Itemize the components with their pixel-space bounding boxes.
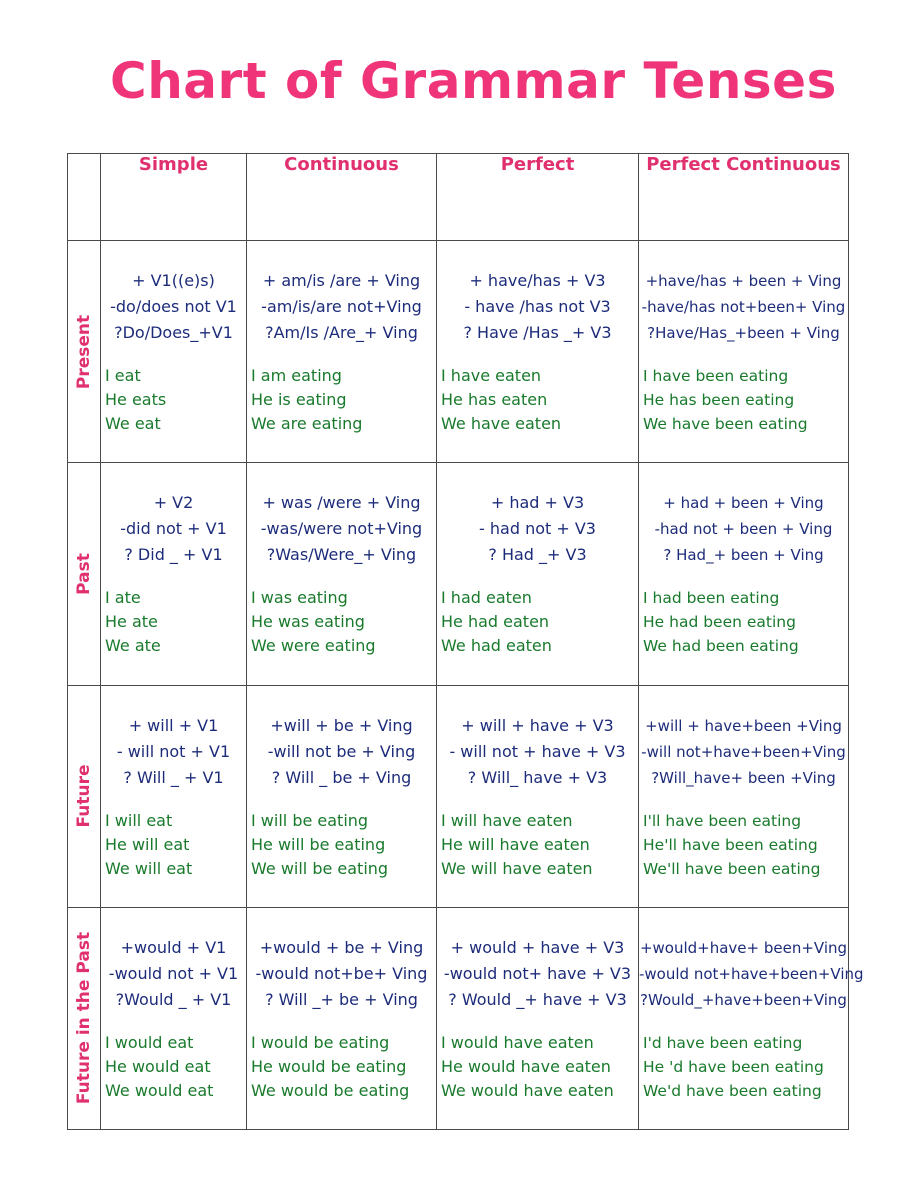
cell-past-continuous: [247, 463, 437, 685]
example-he: He has eaten: [441, 390, 548, 409]
example-we: We ate: [105, 636, 161, 656]
formula-question: ? Will _ be + Ving: [271, 767, 412, 787]
formula-block: [101, 463, 246, 568]
example-i: I had eaten: [441, 588, 532, 608]
formula-block: [639, 241, 848, 346]
example-block: [247, 346, 436, 436]
formula-affirmative: + will + have + V3: [461, 715, 614, 735]
formula-block: [247, 686, 436, 791]
example-i: I was eating: [251, 588, 348, 608]
example-he: He had been eating: [643, 613, 796, 632]
formula-affirmative: + had + been + Ving: [663, 494, 824, 513]
row-label-future-in-the-past: Future in the Past: [68, 907, 101, 1129]
cell-past-simple: [101, 463, 247, 685]
cell-present-simple: [101, 241, 247, 463]
formula-question: ? Will _+ be + Ving: [265, 989, 418, 1009]
example-we: We'd have been eating: [643, 1081, 822, 1100]
example-he: He was eating: [251, 612, 365, 632]
example-he: He would eat: [105, 1056, 211, 1076]
example-we: We are eating: [251, 414, 363, 433]
formula-question: ?Have/Has_+been + Ving: [647, 324, 840, 342]
page-title: Chart of Grammar Tenses: [110, 52, 837, 110]
formula-block: [101, 241, 246, 346]
formula-question: ? Had_+ been + Ving: [663, 546, 824, 565]
formula-question: ?Would _ + V1: [115, 989, 232, 1009]
formula-block: [437, 908, 638, 1013]
example-we: We had been eating: [643, 637, 799, 656]
example-i: I would eat: [105, 1032, 194, 1052]
example-he: He will have eaten: [441, 834, 590, 854]
cell-present-perfect-continuous: [639, 241, 849, 463]
formula-block: [437, 463, 638, 568]
formula-block: [101, 686, 246, 791]
example-block: [247, 791, 436, 881]
cell-past-perfect-continuous: [639, 463, 849, 685]
formula-affirmative: + have/has + V3: [469, 271, 606, 290]
formula-negative: -would not+have+been+Ving: [639, 964, 864, 983]
column-header-simple: Simple: [101, 154, 247, 241]
example-he: He ate: [105, 612, 158, 632]
formula-affirmative: +would + be + Ving: [259, 937, 424, 957]
cell-future-in-the-past-perfect-continuous: [639, 907, 864, 1129]
example-block: [101, 346, 246, 436]
example-block: [247, 568, 436, 658]
formula-question: ?Will_have+ been +Ving: [651, 768, 836, 787]
example-we: We will have eaten: [441, 858, 593, 878]
formula-question: ? Have /Has _+ V3: [463, 323, 612, 342]
example-block: [247, 1013, 436, 1103]
example-block: [639, 346, 848, 436]
example-block: [437, 346, 638, 436]
example-we: We would have eaten: [441, 1080, 614, 1100]
example-he: He'll have been eating: [643, 835, 818, 854]
row-label-present: Present: [68, 241, 101, 463]
example-we: We'll have been eating: [643, 859, 821, 878]
column-header-continuous: Continuous: [247, 154, 437, 241]
example-i: I will be eating: [251, 810, 369, 830]
example-he: He will be eating: [251, 834, 386, 854]
example-he: He 'd have been eating: [643, 1057, 824, 1076]
cell-future-continuous: [247, 685, 437, 907]
formula-affirmative: + V1((e)s): [132, 271, 215, 290]
example-he: He would be eating: [251, 1056, 407, 1076]
cell-future-perfect: [437, 685, 639, 907]
example-he: He will eat: [105, 834, 190, 854]
formula-question: ?Am/Is /Are_+ Ving: [265, 323, 418, 342]
example-block: [101, 791, 246, 881]
formula-affirmative: +would + V1: [120, 937, 227, 957]
example-block: [437, 1013, 638, 1103]
example-he: He is eating: [251, 390, 347, 409]
cell-future-in-the-past-perfect: [437, 907, 639, 1129]
example-i: I am eating: [251, 366, 342, 385]
example-block: [437, 568, 638, 658]
example-we: We have been eating: [643, 415, 808, 433]
example-block: [639, 791, 848, 881]
formula-block: [437, 686, 638, 791]
example-i: I eat: [105, 366, 141, 385]
example-i: I will eat: [105, 810, 173, 830]
example-block: [437, 791, 638, 881]
formula-question: ? Will_ have + V3: [467, 767, 608, 787]
formula-affirmative: + am/is /are + Ving: [262, 271, 421, 290]
example-i: I will have eaten: [441, 810, 573, 830]
example-we: We eat: [105, 414, 161, 433]
formula-block: [639, 686, 848, 791]
formula-affirmative: +will + have+been +Ving: [645, 716, 842, 735]
formula-negative: -would not+ have + V3: [443, 963, 632, 983]
formula-question: ?Do/Does_+V1: [114, 323, 233, 342]
formula-affirmative: + will + V1: [128, 715, 219, 735]
example-block: [639, 1013, 848, 1103]
row-label-past: Past: [68, 463, 101, 685]
formula-block: [247, 908, 436, 1013]
row-future: [68, 685, 849, 907]
example-i: I would be eating: [251, 1032, 390, 1052]
example-i: I had been eating: [643, 589, 780, 608]
formula-negative: -did not + V1: [120, 519, 227, 539]
formula-negative: - had not + V3: [479, 519, 596, 539]
formula-affirmative: + was /were + Ving: [262, 493, 421, 513]
formula-block: [639, 908, 864, 1013]
formula-block: [639, 463, 848, 568]
formula-negative: - will not + V1: [116, 741, 231, 761]
formula-affirmative: + had + V3: [490, 493, 585, 513]
example-he: He has been eating: [643, 391, 795, 409]
formula-affirmative: +have/has + been + Ving: [645, 272, 842, 290]
row-label-future: Future: [68, 685, 101, 907]
formula-question: ?Would_+have+been+Ving: [640, 990, 847, 1009]
formula-negative: -am/is/are not+Ving: [261, 297, 422, 316]
example-we: We will be eating: [251, 858, 389, 878]
formula-negative: - will not + have + V3: [449, 741, 626, 761]
formula-negative: -would not + V1: [108, 963, 239, 983]
formula-block: [437, 241, 638, 346]
example-we: We would eat: [105, 1080, 214, 1100]
example-he: He would have eaten: [441, 1056, 611, 1076]
example-i: I'd have been eating: [643, 1033, 803, 1052]
example-block: [639, 568, 848, 658]
cell-present-perfect: [437, 241, 639, 463]
formula-negative: -will not+have+been+Ving: [641, 742, 846, 761]
formula-negative: -do/does not V1: [110, 297, 237, 316]
example-block: [101, 1013, 246, 1103]
formula-affirmative: +would+have+ been+Ving: [639, 938, 848, 957]
example-i: I have eaten: [441, 366, 542, 385]
formula-affirmative: +will + be + Ving: [270, 715, 413, 735]
corner-cell: [68, 154, 101, 241]
header-row: [68, 154, 849, 241]
row-present: [68, 241, 849, 463]
formula-affirmative: + V2: [153, 493, 194, 513]
example-he: He eats: [105, 390, 167, 409]
example-block: [101, 568, 246, 658]
formula-negative: -had not + been + Ving: [654, 520, 833, 539]
formula-question: ? Would _+ have + V3: [448, 989, 627, 1009]
formula-question: ? Did _ + V1: [124, 545, 223, 565]
example-he: He had eaten: [441, 612, 550, 632]
formula-negative: -have/has not+been+ Ving: [641, 298, 846, 316]
example-we: We had eaten: [441, 636, 552, 656]
formula-block: [101, 908, 246, 1013]
formula-negative: -will not be + Ving: [267, 741, 416, 761]
formula-affirmative: + would + have + V3: [450, 937, 625, 957]
formula-question: ?Was/Were_+ Ving: [266, 545, 417, 565]
example-i: I have been eating: [643, 367, 789, 385]
cell-future-perfect-continuous: [639, 685, 849, 907]
formula-question: ? Will _ + V1: [123, 767, 224, 787]
example-we: We will eat: [105, 858, 193, 878]
formula-negative: -was/were not+Ving: [260, 519, 423, 539]
example-we: We were eating: [251, 636, 376, 656]
formula-block: [247, 241, 436, 346]
cell-past-perfect: [437, 463, 639, 685]
cell-present-continuous: [247, 241, 437, 463]
example-i: I'll have been eating: [643, 811, 802, 830]
formula-negative: -would not+be+ Ving: [255, 963, 428, 983]
example-i: I would have eaten: [441, 1032, 594, 1052]
example-we: We have eaten: [441, 414, 562, 433]
formula-question: ? Had _+ V3: [488, 545, 587, 565]
cell-future-simple: [101, 685, 247, 907]
column-header-perfect: Perfect: [437, 154, 639, 241]
example-i: I ate: [105, 588, 141, 608]
cell-future-in-the-past-simple: [101, 907, 247, 1129]
row-future-in-the-past: [68, 907, 849, 1129]
row-past: [68, 463, 849, 685]
formula-negative: - have /has not V3: [464, 297, 611, 316]
cell-future-in-the-past-continuous: [247, 907, 437, 1129]
example-we: We would be eating: [251, 1080, 410, 1100]
tenses-table: [67, 153, 864, 1130]
column-header-perfect-continuous: Perfect Continuous: [639, 154, 849, 241]
formula-block: [247, 463, 436, 568]
